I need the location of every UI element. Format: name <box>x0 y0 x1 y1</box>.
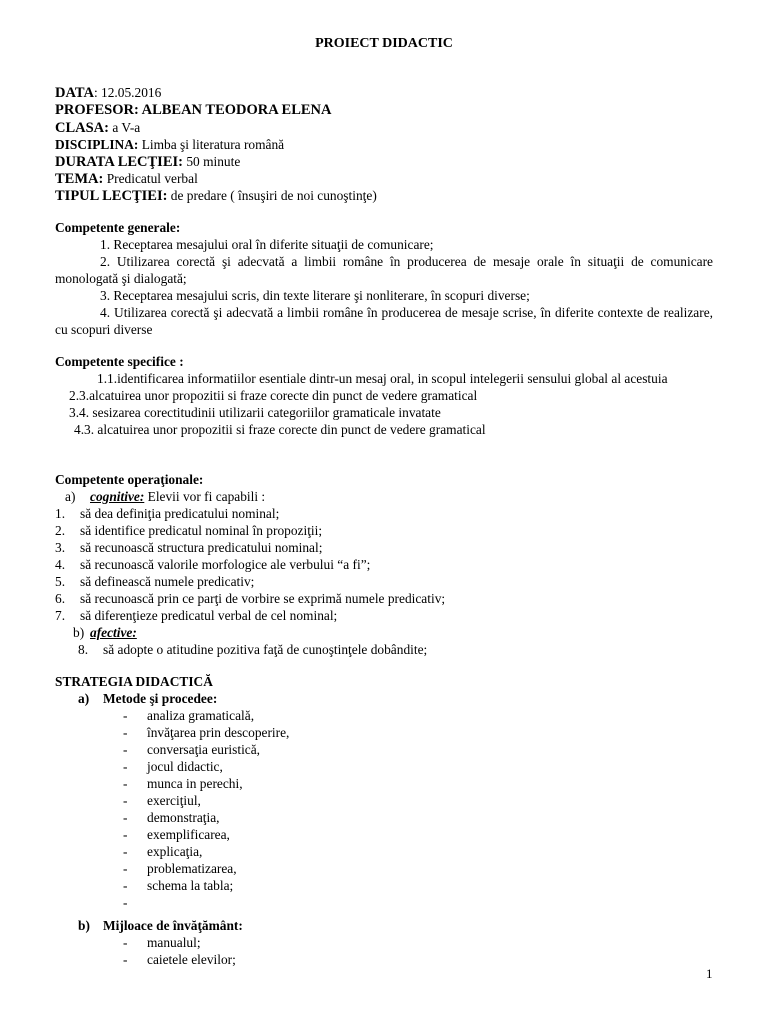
meta-disciplina-label: DISCIPLINA: <box>55 137 139 152</box>
list-text: analiza gramaticală, <box>147 708 255 723</box>
list-text: manualul; <box>147 935 201 950</box>
meta-tipul <box>55 187 715 204</box>
competente-specifice-heading: Competente specifice : <box>55 354 184 369</box>
dash-bullet: - <box>123 725 128 740</box>
competente-generale-section <box>55 219 713 338</box>
list-number: 5. <box>55 574 66 589</box>
list-item <box>55 809 713 826</box>
dash-bullet: - <box>123 776 128 791</box>
metode-list <box>55 707 713 911</box>
meta-disciplina <box>55 136 715 153</box>
list-text: jocul didactic, <box>147 759 223 774</box>
dash-bullet: - <box>123 793 128 808</box>
dash-bullet: - <box>123 810 128 825</box>
meta-tema <box>55 170 715 187</box>
list-text: învăţarea prin descoperire, <box>147 725 290 740</box>
cognitive-marker: a) <box>65 489 76 504</box>
list-number: 3. <box>55 540 66 555</box>
list-number: 8. <box>78 642 89 657</box>
dash-bullet: - <box>123 759 128 774</box>
list-number: 7. <box>55 608 66 623</box>
metode-subheading <box>55 690 713 707</box>
meta-clasa <box>55 119 715 136</box>
metadata-section <box>55 84 715 204</box>
list-text: exerciţiul, <box>147 793 201 808</box>
list-text: caietele elevilor; <box>147 952 236 967</box>
strategia-heading: STRATEGIA DIDACTICĂ <box>55 674 213 689</box>
list-item <box>55 590 713 607</box>
list-text: problematizarea, <box>147 861 237 876</box>
competenta-specifica-item <box>55 421 713 438</box>
cognitive-label: cognitive: <box>90 489 145 504</box>
list-item <box>55 826 713 843</box>
mijloace-subheading <box>55 917 713 934</box>
competenta-specifica-item <box>55 387 713 404</box>
competenta-specifica-text: 2.3.alcatuirea unor propozitii si fraze corecte din punct de vedere gramatical <box>69 388 478 403</box>
list-text: explicaţia, <box>147 844 203 859</box>
competente-operationale-section <box>55 471 713 658</box>
list-item <box>55 775 713 792</box>
competenta-generala-item: 4. Utilizarea corectă şi adecvată a limbii române în producerea de mesaje scrise, în diferite contexte de realizare, cu scopuri diverse <box>55 305 713 337</box>
competente-generale-heading: Competente generale: <box>55 220 181 235</box>
list-item <box>55 607 713 624</box>
list-number: 6. <box>55 591 66 606</box>
list-text: să adopte o atitudine pozitiva faţă de cunoştinţele dobândite; <box>103 642 428 657</box>
afective-marker: b) <box>73 625 85 640</box>
afective-subheading <box>55 624 713 641</box>
competenta-specifica-item <box>55 404 713 421</box>
list-item <box>55 641 713 658</box>
list-text: exemplificarea, <box>147 827 230 842</box>
meta-profesor-label: PROFESOR: ALBEAN TEODORA ELENA <box>55 102 332 118</box>
meta-tema-label: TEMA: <box>55 171 104 187</box>
list-item <box>55 741 713 758</box>
list-number: 2. <box>55 523 66 538</box>
meta-date <box>55 84 715 101</box>
competenta-generala-item: 3. Receptarea mesajului scris, din texte literare şi nonliterare, în scopuri diverse; <box>100 288 530 303</box>
meta-tipul-value: de predare ( însuşiri de noi cunoştinţe) <box>167 188 377 203</box>
competente-specifice-section <box>55 353 713 438</box>
list-item <box>55 792 713 809</box>
meta-profesor <box>55 101 715 119</box>
list-item <box>55 539 713 556</box>
dash-bullet: - <box>123 952 128 967</box>
list-item <box>55 877 713 894</box>
strategia-section <box>55 673 713 968</box>
competenta-generala-item: 1. Receptarea mesajului oral în diferite situaţii de comunicare; <box>100 237 434 252</box>
meta-date-sep: : <box>93 85 98 100</box>
list-text: să diferenţieze predicatul verbal de cel nominal; <box>80 608 338 623</box>
list-item <box>55 573 713 590</box>
dash-bullet: - <box>123 844 128 859</box>
cognitive-subheading <box>55 488 713 505</box>
list-text: să recunoască valorile morfologice ale verbului “a fi”; <box>80 557 371 572</box>
dash-bullet: - <box>123 878 128 893</box>
afective-label: afective: <box>90 625 137 640</box>
competenta-specifica-text: 3.4. sesizarea corectitudinii utilizarii categoriilor gramaticale invatate <box>69 405 441 420</box>
list-text: să definească numele predicativ; <box>80 574 255 589</box>
mijloace-list <box>55 934 713 968</box>
list-item <box>55 522 713 539</box>
list-text: demonstraţia, <box>147 810 220 825</box>
meta-clasa-value: a V-a <box>108 120 141 135</box>
competenta-specifica-text: 4.3. alcatuirea unor propozitii si fraze corecte din punct de vedere gramatical <box>74 422 486 437</box>
list-text: să recunoască prin ce parţi de vorbire se exprimă numele predicativ; <box>80 591 446 606</box>
list-item <box>55 934 713 951</box>
competenta-specifica-item: 1.1.identificarea informatiilor esentiale dintr-un mesaj oral, in scopul intelegerii sensului global al acestuia <box>97 371 668 386</box>
list-text: conversaţia euristică, <box>147 742 261 757</box>
mijloace-heading: Mijloace de învăţământ: <box>103 918 243 933</box>
list-text: munca in perechi, <box>147 776 243 791</box>
list-text: să dea definiţia predicatului nominal; <box>80 506 280 521</box>
list-item <box>55 758 713 775</box>
mijloace-marker: b) <box>78 918 90 933</box>
list-item <box>55 707 713 724</box>
list-text: să recunoască structura predicatului nominal; <box>80 540 323 555</box>
list-item <box>55 860 713 877</box>
page-number: 1 <box>706 966 713 981</box>
meta-durata <box>55 153 715 170</box>
dash-bullet: - <box>123 935 128 950</box>
list-item <box>55 505 713 522</box>
list-text: schema la tabla; <box>147 878 234 893</box>
list-number: 4. <box>55 557 66 572</box>
document-title: PROIECT DIDACTIC <box>315 36 453 51</box>
meta-disciplina-value: Limba şi literatura română <box>138 137 285 152</box>
metode-marker: a) <box>78 691 90 706</box>
meta-clasa-label: CLASA: <box>55 120 109 136</box>
list-item <box>55 894 713 911</box>
competenta-generala-item: 2. Utilizarea corectă şi adecvată a limbii române în producerea de mesaje orale în situaţii de comunicare monologată şi dialogată; <box>55 254 713 286</box>
list-item <box>55 951 713 968</box>
meta-durata-label: DURATA LECŢIEI: <box>55 154 183 170</box>
dash-bullet: - <box>123 895 128 910</box>
competente-operationale-heading: Competente operaţionale: <box>55 472 204 487</box>
meta-tipul-label: TIPUL LECŢIEI: <box>55 188 168 204</box>
dash-bullet: - <box>123 742 128 757</box>
dash-bullet: - <box>123 708 128 723</box>
metode-heading: Metode şi procedee: <box>103 691 218 706</box>
list-item <box>55 724 713 741</box>
meta-date-label: DATA <box>55 85 94 101</box>
list-item <box>55 843 713 860</box>
list-number: 1. <box>55 506 66 521</box>
list-text: să identifice predicatul nominal în propoziţii; <box>80 523 323 538</box>
cognitive-intro: Elevii vor fi capabili : <box>144 489 266 504</box>
meta-date-value: 12.05.2016 <box>97 85 162 100</box>
meta-tema-value: Predicatul verbal <box>103 171 198 186</box>
dash-bullet: - <box>123 861 128 876</box>
list-item <box>55 556 713 573</box>
dash-bullet: - <box>123 827 128 842</box>
meta-durata-value: 50 minute <box>182 154 241 169</box>
